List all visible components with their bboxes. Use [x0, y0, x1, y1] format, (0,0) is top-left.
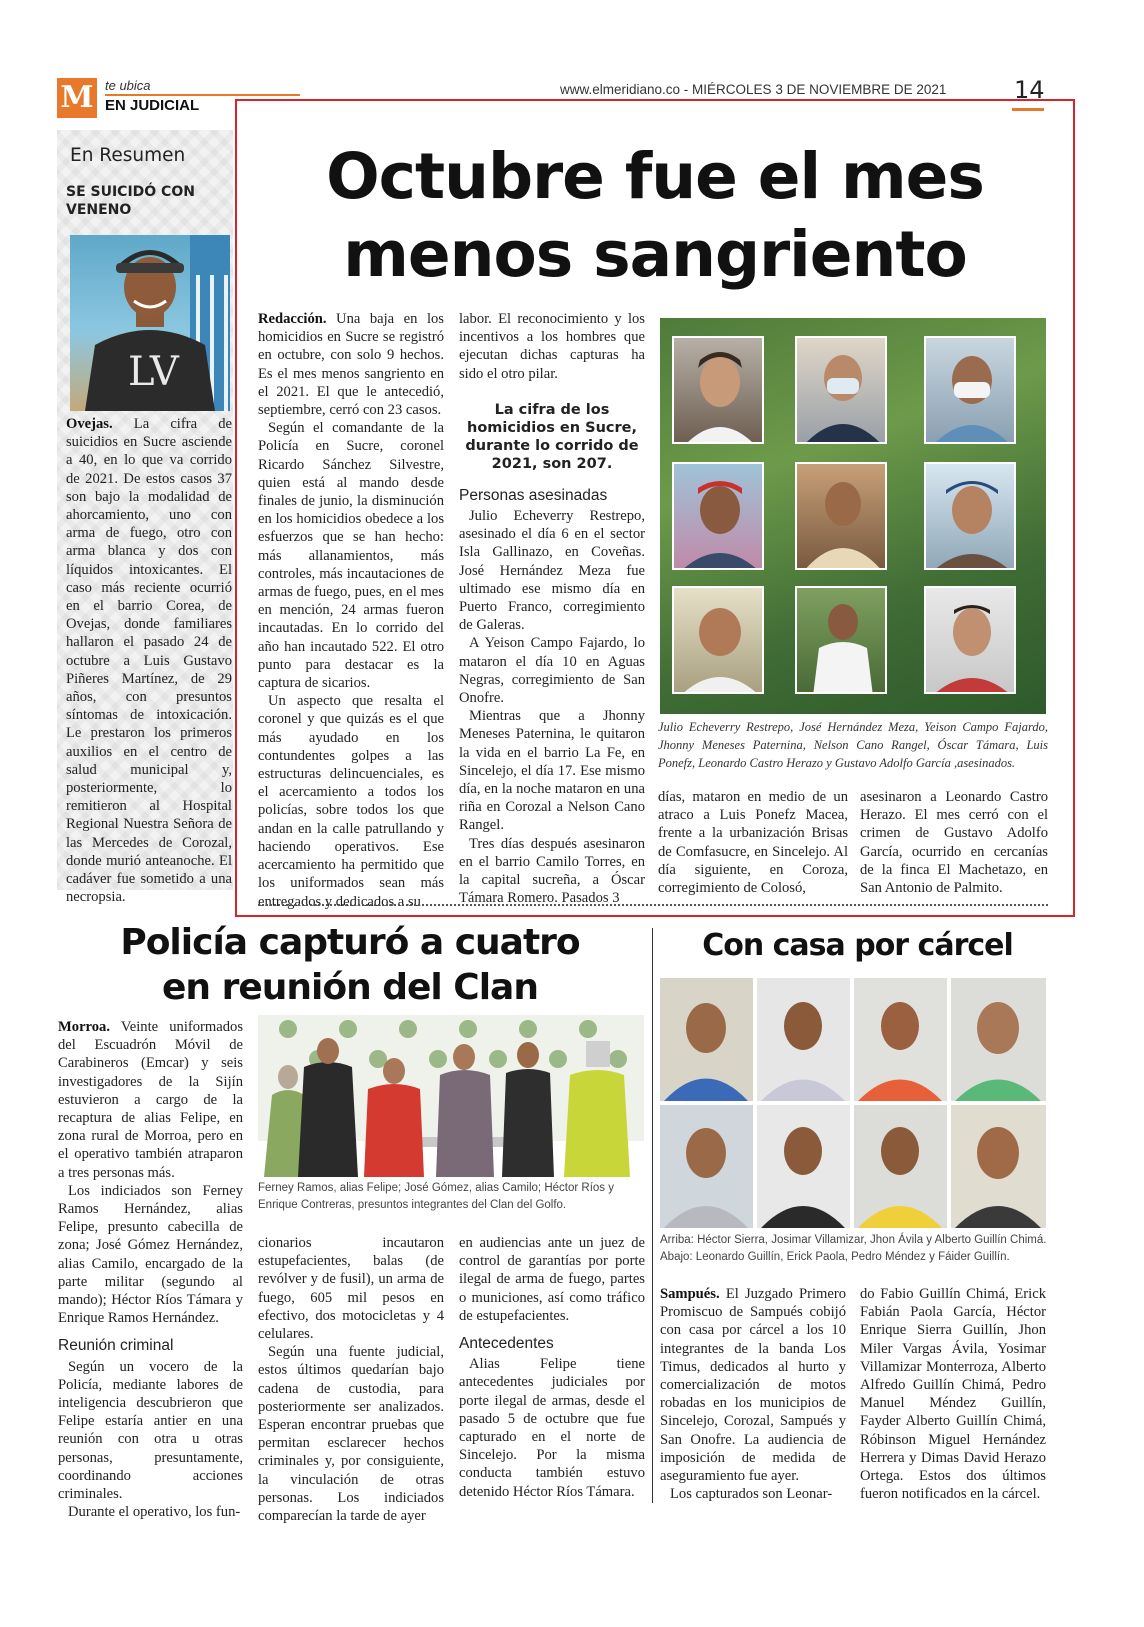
story2-dateline: Morroa. — [58, 1019, 111, 1035]
victim-photo — [924, 586, 1016, 694]
main-paragraph: Una baja en los homicidios en Sucre se registró en octubre, con solo 9 hechos. Es el mes menos sangriento en el 2021. El que le antecedió, septiembre, cerró con 23 casos. — [258, 311, 444, 419]
story3-dateline: Sampués. — [660, 1286, 720, 1302]
main-column-4 — [860, 788, 1048, 897]
main-paragraph: días, mataron en medio de un atraco a Luis Ponefz Macea, frente a la urbanización Brisas de Comfasucre, en Sincelejo. Al día siguiente, en Coroza, corregimiento de Colosó, — [658, 789, 848, 897]
story2-paragraph: Veinte uniformados del Escuadrón Móvil de Carabineros (Emcar) y seis investigadores de la Sijín estuvieron a cargo de la recaptura de alias Felipe, en zona rural de Morroa, pero en el operativo también atraparon a tres personas más. — [58, 1019, 244, 1181]
victim-photo — [795, 462, 887, 570]
main-paragraph: Un aspecto que resalta el coronel y que quizás es el que más ayudado en los contundentes golpes a las estructuras delincuenciales, es el acercamiento a todos los policías, sobre todos los que andan en la calle patrullando y haciendo operativos. Ese acercamiento ha permitido que los uniformados sean más entregados y dedicados a su — [258, 693, 444, 910]
section-tagline: te ubica — [105, 78, 151, 93]
victim-photo — [672, 586, 764, 694]
story2-paragraph: cionarios incautaron estupefacientes, balas (de revólver y de fusil), un arma de fuego, 605 mil pesos en efectivo, dos motocicletas y 4 celulares. — [258, 1235, 444, 1343]
svg-text:LV: LV — [128, 349, 179, 395]
main-photo-caption: Julio Echeverry Restrepo, José Hernández Meza, Yeison Campo Fajardo, Jhonny Meneses Paternina, Nelson Cano Rangel, Óscar Támara, Luis Ponefz, Leonardo Castro Herazo y Gustavo Adolfo García ,asesinados. — [658, 720, 1048, 770]
column-divider — [652, 928, 653, 1503]
main-paragraph: Mientras que a Jhonny Meneses Paternina, le quitaron la vida en el barrio La Fe, en Sincelejo, el día 17. Ese mismo día, en la noche mataron en una riña en Corozal a Nelson Cano Rangel. — [459, 708, 645, 834]
sidebar-photo — [70, 235, 230, 411]
sidebar-kicker: SE SUICIDÓ CON VENENO — [66, 184, 195, 218]
story2-column-1 — [58, 1018, 243, 1521]
main-column-3 — [658, 788, 848, 897]
story2-photo-caption: Ferney Ramos, alias Felipe; José Gómez, alias Camilo; Héctor Ríos y Enrique Contreras, presuntos integrantes del Clan del Golfo. — [258, 1182, 614, 1211]
captured-suspects-photo — [258, 1015, 644, 1177]
story2-column-3 — [459, 1234, 645, 1501]
story3-column-1 — [660, 1285, 846, 1503]
victim-photo — [672, 336, 764, 444]
row-top — [660, 978, 1046, 1101]
newspaper-logo: M — [57, 78, 97, 118]
main-paragraph: Según el comandante de la Policía en Sucre, coronel Ricardo Sánchez Silvestre, quien está al mando desde finales de junio, la disminución en los homicidios obedece a los esfuerzos que se han hecho: más allanamientos, más controles, más incautaciones de armas de fuego, pues, en el mes en mención, 24 armas fueron incautadas. En lo corrido del año han incautado 522. El otro punto para destacar es la captura de sicarios. — [258, 420, 444, 692]
victim-photo — [924, 462, 1016, 570]
story2-paragraph: Según un vocero de la Policía, mediante labores de inteligencia descubrieron que Felipe estaría antier en una reunión con otra u otras personas, presuntamente, coordinando acciones criminales. — [58, 1358, 243, 1503]
victims-photo-collage — [660, 318, 1046, 714]
row-bottom — [660, 1105, 1046, 1228]
story3-paragraph: Los capturados son Leonar- — [670, 1486, 833, 1503]
story2-paragraph: Alias Felipe tiene antecedentes judiciales por porte ilegal de armas, desde el pasado 5 de octubre que fue capturado en el norte de Sincelejo. Por la misma conducta también estuvo detenido Héctor Ríos Támara. — [459, 1356, 645, 1500]
sidebar-article — [66, 415, 232, 906]
story3-photo-caption: Arriba: Héctor Sierra, Josimar Villamizar, Jhon Ávila y Alberto Guillín Chimá. Abajo: Leonardo Guillín, Erick Paola, Pedro Méndez y Fáider Guillín. — [660, 1234, 1047, 1263]
subhead-antecedentes: Antecedentes — [459, 1335, 554, 1353]
pull-quote: La cifra de los homicidios en Sucre, durante lo corrido de 2021, son 207. — [465, 401, 639, 472]
header-rule — [105, 94, 300, 96]
site-and-date: www.elmeridiano.co - MIÉRCOLES 3 DE NOVIEMBRE DE 2021 — [560, 82, 947, 97]
dotted-divider — [258, 904, 1048, 906]
main-dateline: Redacción. — [258, 311, 327, 327]
subhead-personas-asesinadas: Personas asesinadas — [459, 486, 608, 504]
main-paragraph: A Yeison Campo Fajardo, lo mataron el día 10 en Aguas Negras, corregimiento de San Onofre. — [459, 635, 645, 707]
portrait-illustration — [70, 235, 230, 411]
story2-paragraph: Según una fuente judicial, estos últimos quedarían bajo cadena de custodia, para posteriormente ser analizados. Esperan encontrar pruebas que permitan esclarecer hechos criminales y, por consiguiente, la vinculación de otras personas. Los indiciados comparecían la tarde de ayer — [258, 1344, 444, 1525]
section-label: EN JUDICIAL — [105, 97, 200, 114]
story2-headline: Policía capturó a cuatro en reunión del Clan — [120, 922, 580, 1008]
story3-headline: Con casa por cárcel — [702, 928, 1013, 963]
page-number: 14 — [1014, 76, 1045, 104]
main-paragraph: Tres días después asesinaron en el barrio Camilo Torres, en la capital sucreña, a Óscar Támara Romero. Pasados 3 — [459, 835, 645, 907]
gang-members-photos — [660, 978, 1046, 1228]
story2-paragraph: en audiencias ante un juez de control de garantías por porte ilegal de arma de fuego, partes o municiones, así como tráfico de estupefacientes. — [459, 1235, 645, 1324]
main-column-1 — [258, 310, 444, 911]
victim-photo — [795, 586, 887, 694]
main-column-2 — [459, 310, 645, 907]
victim-photo — [924, 336, 1016, 444]
sidebar-body: La cifra de suicidios en Sucre asciende a 40, en lo que va corrido de 2021. De estos casos 37 son bajo la modalidad de ahorcamiento, uno con arma de fuego, otro con arma blanca y dos con líquidos intoxicantes. El caso más reciente ocurrió en el barrio Corea, de Ovejas, donde familiares hallaron el pasado 24 de octubre a Luis Gustavo Piñeres Martínez, de 29 años, con presuntos síntomas de intoxicación. Le prestaron los primeros auxilios en el centro de salud municipal y, posteriormente, lo remitieron al Hospital Regional Nuestra Señora de las Mercedes de Corozal, donde murió anteanoche. El cadáver fue sometido a una necropsia. — [66, 416, 232, 906]
main-paragraph: asesinaron a Leonardo Castro Herazo. El mes cerró con el crimen de Gustavo Adolfo García, ocurrido en cercanías de la finca El Machetazo, en San Antonio de Palmito. — [860, 789, 1048, 897]
story2-column-2 — [258, 1234, 444, 1525]
story2-paragraph: Durante el operativo, los fun- — [68, 1504, 241, 1521]
story2-paragraph: Los indiciados son Ferney Ramos Hernández, alias Felipe, presunto cabecilla de zona; José Gómez Hernández, alias Camilo, encargado de la parte militar (segundo al mando); Héctor Ríos Támara y Enrique Ramos Hernández. — [58, 1182, 243, 1327]
main-paragraph: labor. El reconocimiento y los incentivos a los hombres que ejecutan dichas capturas ha sido el otro pilar. — [459, 311, 645, 382]
story3-paragraph: do Fabio Guillín Chimá, Erick Fabián Paola García, Héctor Enrique Sierra Guillín, Jhon Miler Vargas Ávila, Yosimar Villamizar Monterroza, Alberto Alfredo Guillín Chimá, Pedro Manuel Méndez Guillín, Fayder Alberto Guillín Chimá, Róbinson Miguel Hernández Herrera y Dimas David Herazo Ortega. Estos dos últimos fueron notificados en la cárcel. — [860, 1286, 1046, 1503]
victim-photo — [795, 336, 887, 444]
subhead-reunion-criminal: Reunión criminal — [58, 1337, 174, 1355]
sidebar-dateline: Ovejas. — [66, 416, 113, 432]
main-headline: Octubre fue el mes menos sangriento — [326, 140, 984, 291]
sidebar-title: En Resumen — [70, 145, 186, 166]
story3-column-2 — [860, 1285, 1046, 1503]
victim-photo — [672, 462, 764, 570]
story3-paragraph: El Juzgado Primero Promiscuo de Sampués cobijó con casa por cárcel a los 10 integrantes de la banda Los Timus, dedicados al hurto y comercialización de motos robadas en los municipios de Sincelejo, Corozal, Sampués y San Onofre. La audiencia de imposición de medida de aseguramiento fue ayer. — [660, 1286, 846, 1485]
main-paragraph: Julio Echeverry Restrepo, asesinado el día 6 en el sector Isla Gallinazo, en Coveñas. José Hernández Meza fue ultimado ese mismo día en Puerto Franco, corregimiento de Galeras. — [459, 508, 645, 634]
